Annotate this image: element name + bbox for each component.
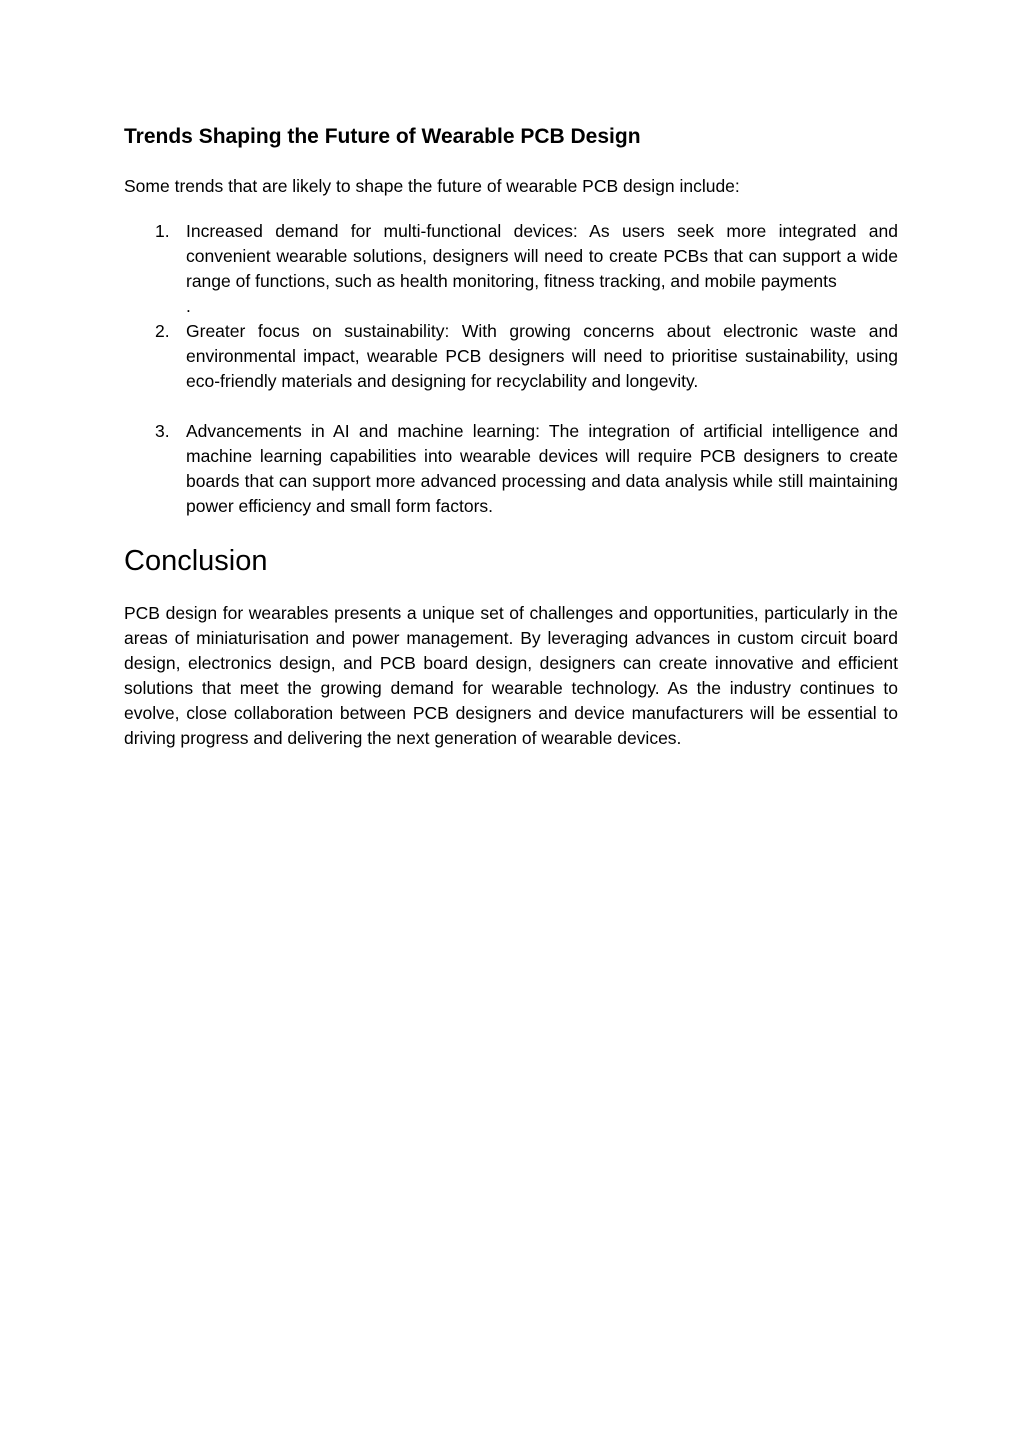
trend-number: 3. (155, 421, 170, 441)
intro-paragraph: Some trends that are likely to shape the future of wearable PCB design include: (124, 176, 740, 196)
trend-trailing-period: . (186, 296, 191, 316)
conclusion-paragraph: PCB design for wearables presents a unique set of challenges and opportunities, particularly in the areas of miniaturisation and power management. By leveraging advances in custom circuit board design, electronics design, and PCB board design, designers can create innovative and efficient solutions that meet the growing demand for wearable technology. As the industry continues to evolve, close collaboration between PCB designers and device manufacturers will be essential to driving progress and delivering the next generation of wearable devices. (124, 603, 898, 748)
trend-item-sustainability (124, 319, 898, 419)
section-heading: Trends Shaping the Future of Wearable PCB Design (124, 125, 641, 148)
trend-number: 2. (155, 321, 170, 341)
list-spacer (186, 394, 898, 419)
trend-text: Advancements in AI and machine learning: The integration of artificial intelligence and machine learning capabilities into wearable devices will require PCB designers to create boards that can support more advanced processing and data analysis while still maintaining power efficiency and small form factors. (186, 421, 898, 516)
trend-item-multifunctional (124, 219, 898, 319)
trend-list (124, 219, 898, 519)
conclusion-heading: Conclusion (124, 545, 268, 577)
trend-text: Increased demand for multi-functional devices: As users seek more integrated and convenient wearable solutions, designers will need to create PCBs that can support a wide range of functions, such as health monitoring, fitness tracking, and mobile payments (186, 221, 898, 291)
trend-number: 1. (155, 221, 170, 241)
trend-item-ai-ml (124, 419, 898, 519)
document-page (124, 122, 898, 751)
trend-text: Greater focus on sustainability: With growing concerns about electronic waste and environmental impact, wearable PCB designers will need to prioritise sustainability, using eco-friendly materials and designing for recyclability and longevity. (186, 321, 898, 391)
